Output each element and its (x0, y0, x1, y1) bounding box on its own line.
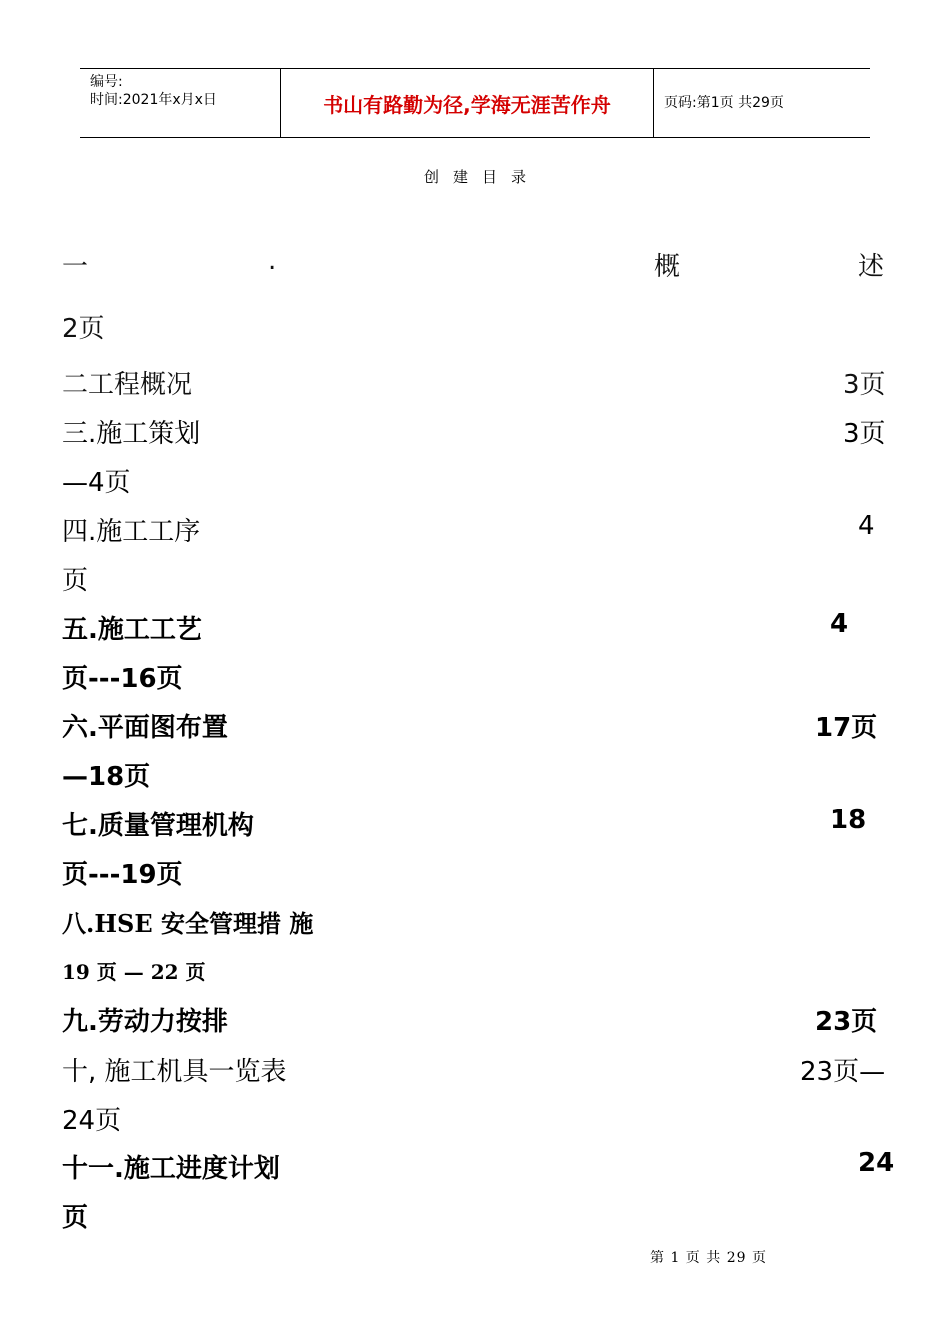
number-label: 编号: (90, 74, 123, 90)
toc-entry-10-page-cont: 24页 (62, 1106, 122, 1136)
toc-entry-1-dot: . (268, 246, 277, 276)
header-page-cell (654, 69, 870, 137)
toc-title: 创建目录 (423, 168, 540, 186)
toc-entry-10-title: 十, 施工机具一览表 (62, 1057, 287, 1087)
header-motto-cell (280, 69, 654, 137)
toc-entry-9-page: 23页 (815, 1007, 878, 1037)
toc-entry-7-title: 七.质量管理机构 (62, 811, 254, 841)
toc-entry-5-title: 五.施工工艺 (62, 615, 202, 645)
toc-entry-5-page-cont: 页---16页 (62, 664, 183, 694)
toc-entry-3-page: 3页 (843, 419, 886, 449)
toc-entry-1-number: 一 (62, 252, 89, 282)
toc-entry-8-title: 八.HSE 安全管理措 施 (62, 909, 314, 938)
toc-entry-4-page: 4 (858, 511, 875, 541)
toc-entry-1-page: 2页 (62, 314, 105, 344)
toc-entry-1-char-2: 述 (858, 252, 885, 282)
toc-entry-6-page: 17页 (815, 713, 878, 743)
toc-entry-5-page: 4 (830, 609, 849, 639)
page-info: 页码:第1页 共29页 (664, 95, 784, 111)
toc-entry-2-page: 3页 (843, 370, 886, 400)
date-label: 时间:2021年x月x日 (90, 92, 217, 108)
toc-entry-11-page-cont: 页 (62, 1203, 89, 1233)
toc-entry-6-page-cont: —18页 (62, 762, 151, 792)
toc-entry-3-page-cont: —4页 (62, 468, 131, 498)
page-footer: 第 1 页 共 29 页 (650, 1250, 767, 1266)
toc-entry-1-char-1: 概 (654, 252, 681, 282)
document-header (80, 68, 870, 138)
toc-entry-10-page: 23页— (800, 1057, 886, 1087)
toc-entry-6-title: 六.平面图布置 (62, 713, 228, 743)
toc-entry-11-title: 十一.施工进度计划 (62, 1154, 280, 1184)
toc-entry-4-page-cont: 页 (62, 566, 89, 596)
toc-entry-7-page-cont: 页---19页 (62, 860, 183, 890)
motto-text: 书山有路勤为径,学海无涯苦作舟 (323, 92, 611, 117)
toc-entry-8-page: 19 页 — 22 页 (62, 960, 206, 984)
toc-entry-9-title: 九.劳动力按排 (62, 1007, 228, 1037)
header-info-cell (80, 69, 280, 137)
toc-entry-11-page: 24 (858, 1148, 895, 1178)
toc-entry-7-page: 18 (830, 805, 867, 835)
toc-entry-2-title: 二工程概况 (62, 370, 193, 400)
toc-entry-3-title: 三.施工策划 (62, 419, 201, 449)
toc-entry-4-title: 四.施工工序 (62, 517, 201, 547)
